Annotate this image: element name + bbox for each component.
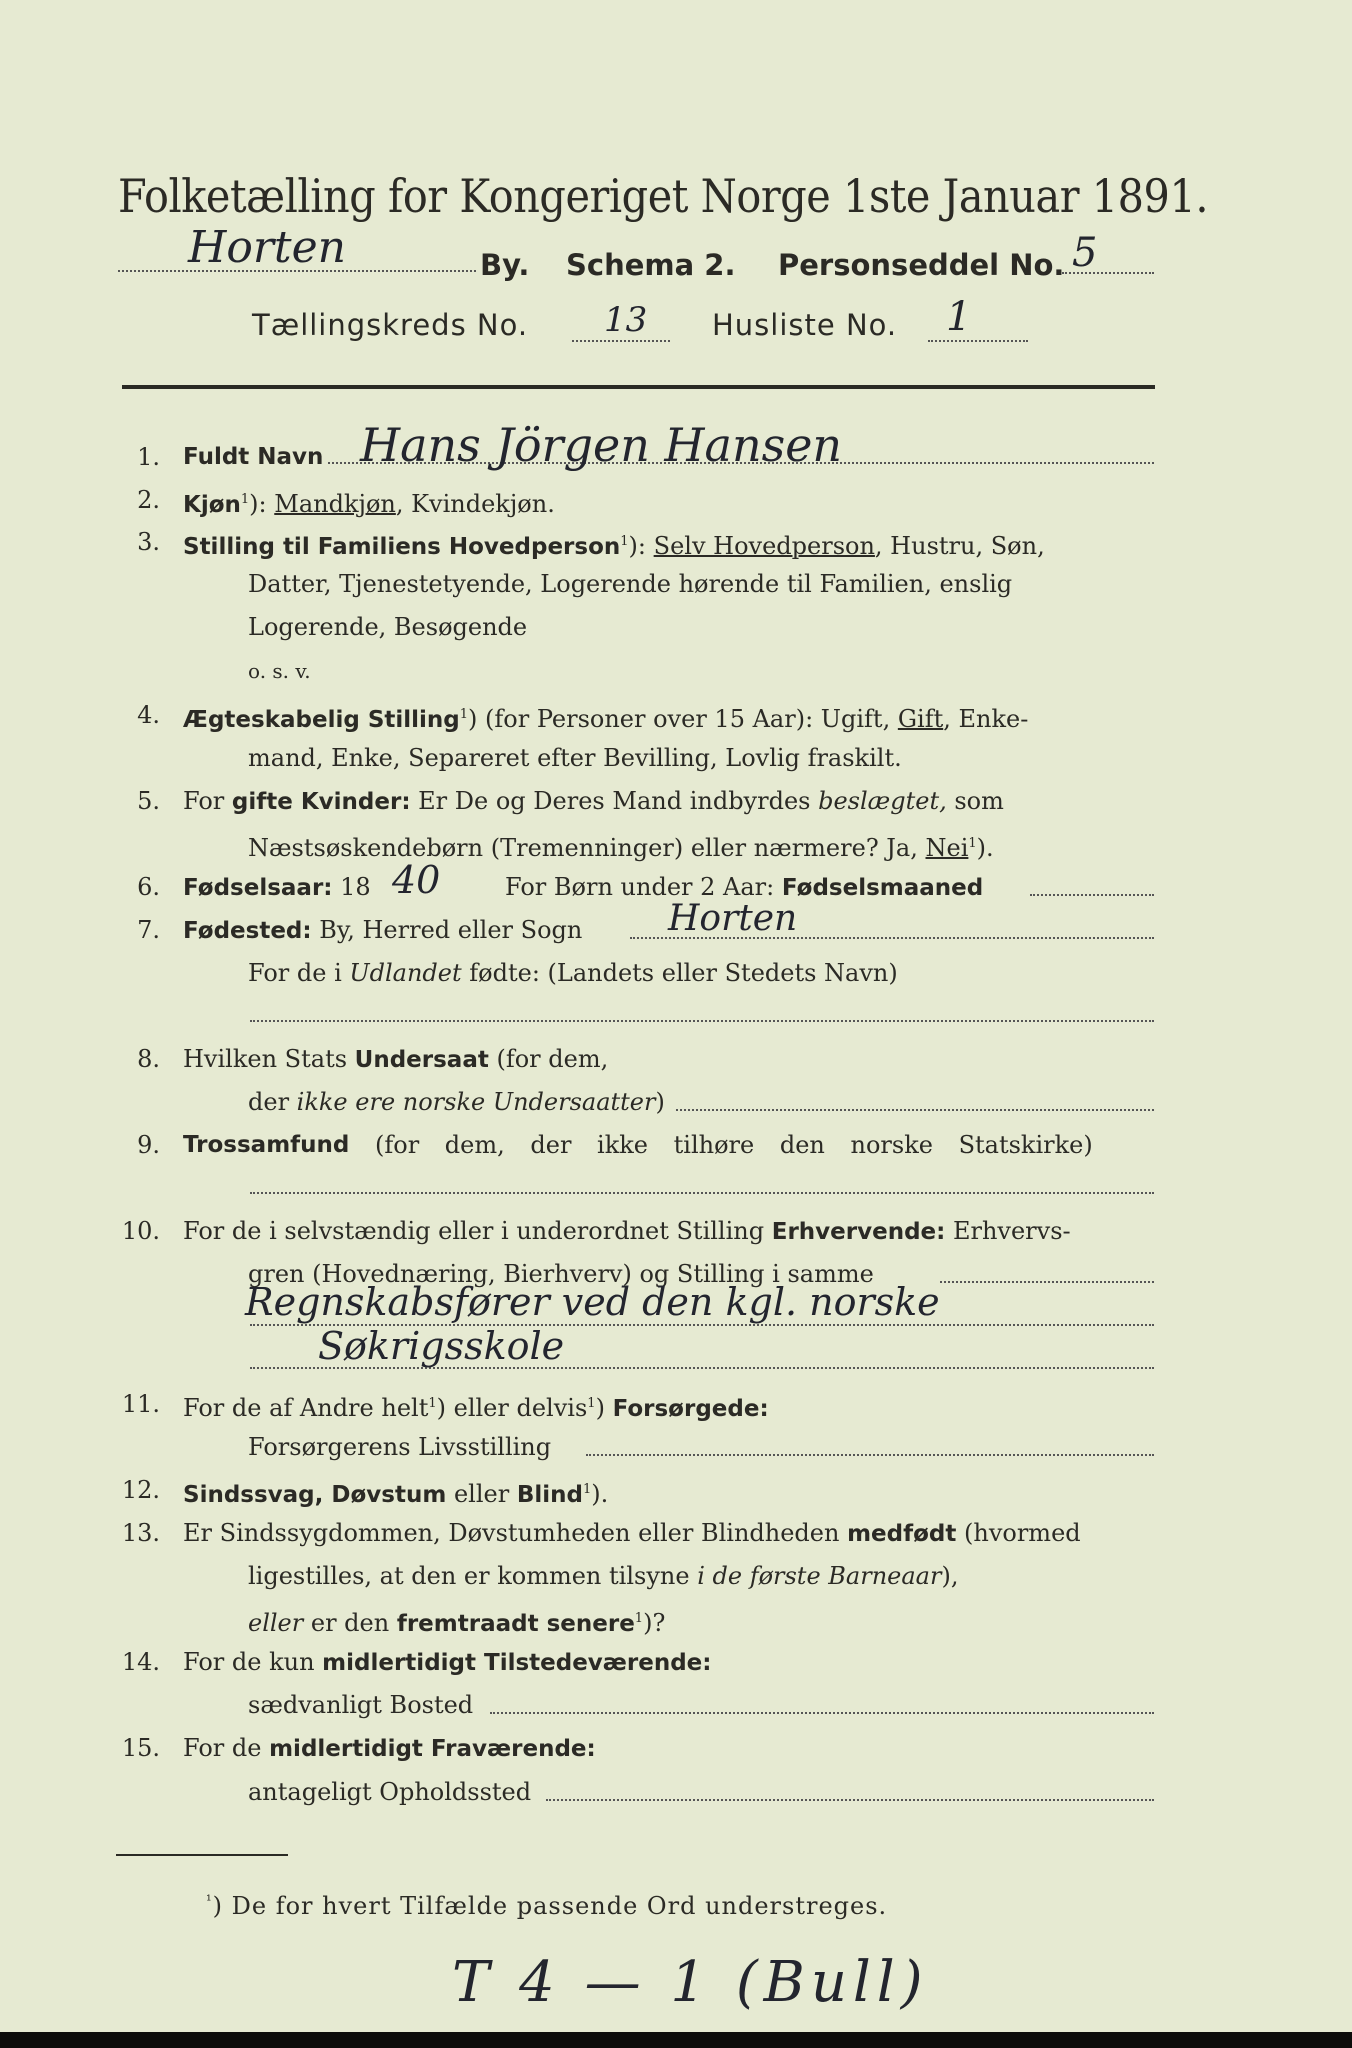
q7-line2-italic: Udlandet bbox=[349, 959, 462, 987]
q8-post: (for dem, bbox=[488, 1045, 609, 1073]
q13-line2-italic: i de første Barneaar bbox=[697, 1562, 942, 1590]
personseddel-label: Personseddel No. bbox=[778, 248, 1065, 282]
q13-line3: eller er den fremtraadt senere$^1$)? bbox=[248, 1609, 666, 1637]
q11-mid: ) eller delvis bbox=[436, 1394, 588, 1422]
schema-label: Schema 2. bbox=[566, 248, 736, 282]
q12-number: 12. bbox=[121, 1476, 160, 1504]
q3-line3: Logerende, Besøgende bbox=[248, 613, 528, 641]
q4-line1 bbox=[183, 700, 1028, 735]
kreds-label: Tællingskreds No. bbox=[252, 308, 529, 342]
q8-line2a: der bbox=[248, 1088, 297, 1116]
q13-line2 bbox=[248, 1561, 958, 1591]
q9-dotted-line bbox=[250, 1192, 1154, 1194]
kreds-dotted-line bbox=[572, 340, 670, 342]
q11-line1: For de af Andre helt$^1$) eller delvis$^1$) Forsørgede: bbox=[183, 1394, 769, 1422]
q8-line2 bbox=[248, 1087, 665, 1117]
q10-answer-line1: Regnskabsfører ved den kgl. norske bbox=[245, 1280, 940, 1324]
q7-line2 bbox=[248, 958, 898, 988]
q3-line4: o. s. v. bbox=[248, 659, 311, 683]
q10-number: 10. bbox=[121, 1217, 160, 1245]
q10-answer-line2: Søkrigsskole bbox=[318, 1324, 565, 1368]
q12-label: Sindssvag, Døvstum bbox=[183, 1482, 447, 1508]
q14-dotted-line bbox=[490, 1712, 1154, 1714]
q11-pre: For de af Andre helt bbox=[183, 1394, 429, 1422]
q7-text: By, Herred eller Sogn bbox=[311, 916, 583, 944]
q8-number: 8. bbox=[137, 1045, 160, 1073]
q13-eller: eller bbox=[248, 1609, 304, 1637]
q4-sup: 1 bbox=[459, 707, 469, 722]
q5-text1: Er De og Deres Mand indbyrdes bbox=[410, 787, 819, 815]
q7-answer: Horten bbox=[668, 898, 798, 939]
q5-italic: beslægtet, bbox=[818, 787, 947, 815]
q10-line1 bbox=[183, 1216, 1071, 1247]
q8-dotted-line bbox=[676, 1109, 1154, 1111]
q15-dotted-line bbox=[546, 1799, 1154, 1801]
q5-label: gifte Kvinder: bbox=[231, 789, 411, 815]
q13-line1 bbox=[183, 1518, 1081, 1549]
q14-pre: For de kun bbox=[183, 1648, 323, 1676]
q3-line2: Datter, Tjenestetyende, Logerende hørende til Familien, enslig bbox=[248, 570, 1013, 598]
q8-line2b: ) bbox=[655, 1088, 665, 1116]
bottom-handwritten-note: T 4 — 1 (Bull) bbox=[452, 1950, 929, 2015]
q12-line: Sindssvag, Døvstum eller Blind$^1$). bbox=[183, 1480, 609, 1508]
q12-post: ). bbox=[591, 1480, 609, 1508]
q11-line2: Forsørgerens Livsstilling bbox=[248, 1433, 552, 1461]
q6-answer-year: 40 bbox=[392, 858, 441, 902]
q7-number: 7. bbox=[137, 916, 160, 944]
husliste-dotted-line bbox=[928, 340, 1028, 342]
footnote-rule bbox=[116, 1854, 288, 1856]
q13-line3a: er den bbox=[303, 1609, 397, 1637]
husliste-number: 1 bbox=[946, 294, 972, 340]
q13-number: 13. bbox=[121, 1519, 160, 1547]
q7-line1 bbox=[183, 915, 582, 946]
q15-label: midlertidigt Fraværende: bbox=[269, 1736, 596, 1762]
q5-pre: For bbox=[183, 787, 232, 815]
q3-selected-option: Selv Hovedperson bbox=[653, 532, 875, 560]
q6-dotted-line bbox=[1030, 894, 1154, 896]
q8-label: Undersaat bbox=[354, 1047, 489, 1073]
q13-line1c: (hvormed bbox=[956, 1519, 1081, 1547]
q2-label: Kjøn bbox=[183, 492, 241, 518]
q12-mid: eller bbox=[446, 1480, 517, 1508]
q2-selected-option: Mandkjøn bbox=[274, 490, 396, 518]
q8-pre: Hvilken Stats bbox=[183, 1045, 355, 1073]
q12-label2: Blind bbox=[516, 1482, 583, 1508]
q7-line2b: fødte: (Landets eller Stedets Navn) bbox=[461, 959, 898, 987]
q1-answer-name: Hans Jörgen Hansen bbox=[360, 418, 843, 472]
personseddel-number: 5 bbox=[1072, 230, 1098, 276]
q11-dotted-line bbox=[586, 1454, 1154, 1456]
footnote bbox=[206, 1886, 887, 1921]
q2-number: 2. bbox=[137, 486, 160, 514]
q13-line2a: ligestilles, at den er kommen tilsyne bbox=[248, 1562, 698, 1590]
q8-line2-italic: ikke ere norske Undersaatter bbox=[296, 1088, 656, 1116]
q6-under2-text: For Børn under 2 Aar: bbox=[505, 873, 775, 901]
q5-selected-option: Nei bbox=[925, 834, 969, 862]
q14-line2: sædvanligt Bosted bbox=[248, 1691, 474, 1719]
footnote-text: ) De for hvert Tilfælde passende Ord understreges. bbox=[212, 1892, 888, 1920]
q5-line2a: Næstsøskendebørn (Tremenninger) eller nærmere? Ja, bbox=[248, 834, 926, 862]
q10-line2: gren (Hovednæring, Bierhverv) og Stilling i samme bbox=[248, 1260, 874, 1288]
q13-senere: fremtraadt senere bbox=[396, 1611, 635, 1637]
q5-line1 bbox=[183, 786, 1004, 817]
q7-dotted-line2 bbox=[250, 1020, 1154, 1022]
q10-dotted-line bbox=[940, 1281, 1154, 1283]
q7-line2a: For de i bbox=[248, 959, 350, 987]
q10-post: Erhvervs- bbox=[945, 1217, 1071, 1245]
q6-prefix: 18 bbox=[340, 873, 371, 901]
q6-line bbox=[183, 872, 371, 903]
q13-line2b: ), bbox=[941, 1562, 959, 1590]
q6-label2: Fødselsmaaned bbox=[781, 875, 984, 901]
q5-line2: Næstsøskendebørn (Tremenninger) eller nærmere? Ja, Nei$^1$). bbox=[248, 834, 994, 862]
q4-selected-option: Gift bbox=[897, 705, 944, 733]
q3-rest: , Hustru, Søn, bbox=[874, 532, 1045, 560]
q11-number: 11. bbox=[121, 1390, 160, 1418]
q14-line1 bbox=[183, 1647, 711, 1678]
q9-number: 9. bbox=[137, 1131, 160, 1159]
q6-number: 6. bbox=[137, 873, 160, 901]
q15-pre: For de bbox=[183, 1734, 270, 1762]
q3-colon: ): bbox=[628, 532, 646, 560]
q15-number: 15. bbox=[121, 1734, 160, 1762]
scan-edge bbox=[0, 2032, 1352, 2048]
q1-number: 1. bbox=[137, 443, 160, 471]
form-title: Folketælling for Kongeriget Norge 1ste Januar 1891. bbox=[118, 169, 1209, 223]
q9-text: (for dem, der ikke tilhøre den norske Statskirke) bbox=[375, 1131, 1093, 1159]
q5-text2: som bbox=[946, 787, 1004, 815]
q2-sup: 1 bbox=[240, 492, 250, 507]
q5-number: 5. bbox=[137, 787, 160, 815]
q3-label: Stilling til Familiens Hovedperson bbox=[183, 534, 621, 560]
q3-number: 3. bbox=[137, 528, 160, 556]
q1-label: Fuldt Navn bbox=[183, 444, 324, 470]
town-handwritten: Horten bbox=[188, 222, 346, 273]
q14-label: midlertidigt Tilstedeværende: bbox=[322, 1650, 712, 1676]
q13-line1a: Er Sindssygdommen, Døvstumheden eller Blindheden bbox=[183, 1519, 848, 1547]
q3-sup: 1 bbox=[620, 534, 629, 549]
q2-line bbox=[183, 485, 555, 520]
q6-label: Fødselsaar: bbox=[183, 875, 333, 901]
husliste-label: Husliste No. bbox=[712, 308, 898, 342]
q4-number: 4. bbox=[137, 701, 160, 729]
q4-line2: mand, Enke, Separeret efter Bevilling, Lovlig fraskilt. bbox=[248, 744, 902, 772]
q9-label: Trossamfund bbox=[183, 1132, 350, 1158]
q2-option2: , Kvindekjøn. bbox=[395, 490, 555, 518]
q15-line1 bbox=[183, 1733, 596, 1764]
footnote-mark: ¹ bbox=[206, 1893, 213, 1909]
by-label: By. bbox=[480, 248, 530, 282]
q10-label: Erhvervende: bbox=[771, 1219, 946, 1245]
kreds-number: 13 bbox=[604, 300, 648, 340]
q3-line1 bbox=[183, 527, 1045, 562]
header-rule bbox=[122, 385, 1155, 389]
q15-line2: antageligt Opholdssted bbox=[248, 1778, 532, 1806]
q8-line1 bbox=[183, 1044, 608, 1075]
q14-number: 14. bbox=[121, 1648, 160, 1676]
q4-text1: ) (for Personer over 15 Aar): Ugift, bbox=[468, 705, 898, 733]
q4-text2: , Enke- bbox=[943, 705, 1029, 733]
q7-label: Fødested: bbox=[183, 918, 312, 944]
q11-label: Forsørgede: bbox=[612, 1396, 769, 1422]
q4-label: Ægteskabelig Stilling bbox=[183, 707, 460, 733]
q5-line2b: ). bbox=[976, 834, 994, 862]
q10-pre: For de i selvstændig eller i underordnet Stilling bbox=[183, 1217, 772, 1245]
q2-colon: ): bbox=[249, 490, 267, 518]
q13-medfodt: medfødt bbox=[847, 1521, 957, 1547]
q13-line3c: )? bbox=[643, 1609, 666, 1637]
